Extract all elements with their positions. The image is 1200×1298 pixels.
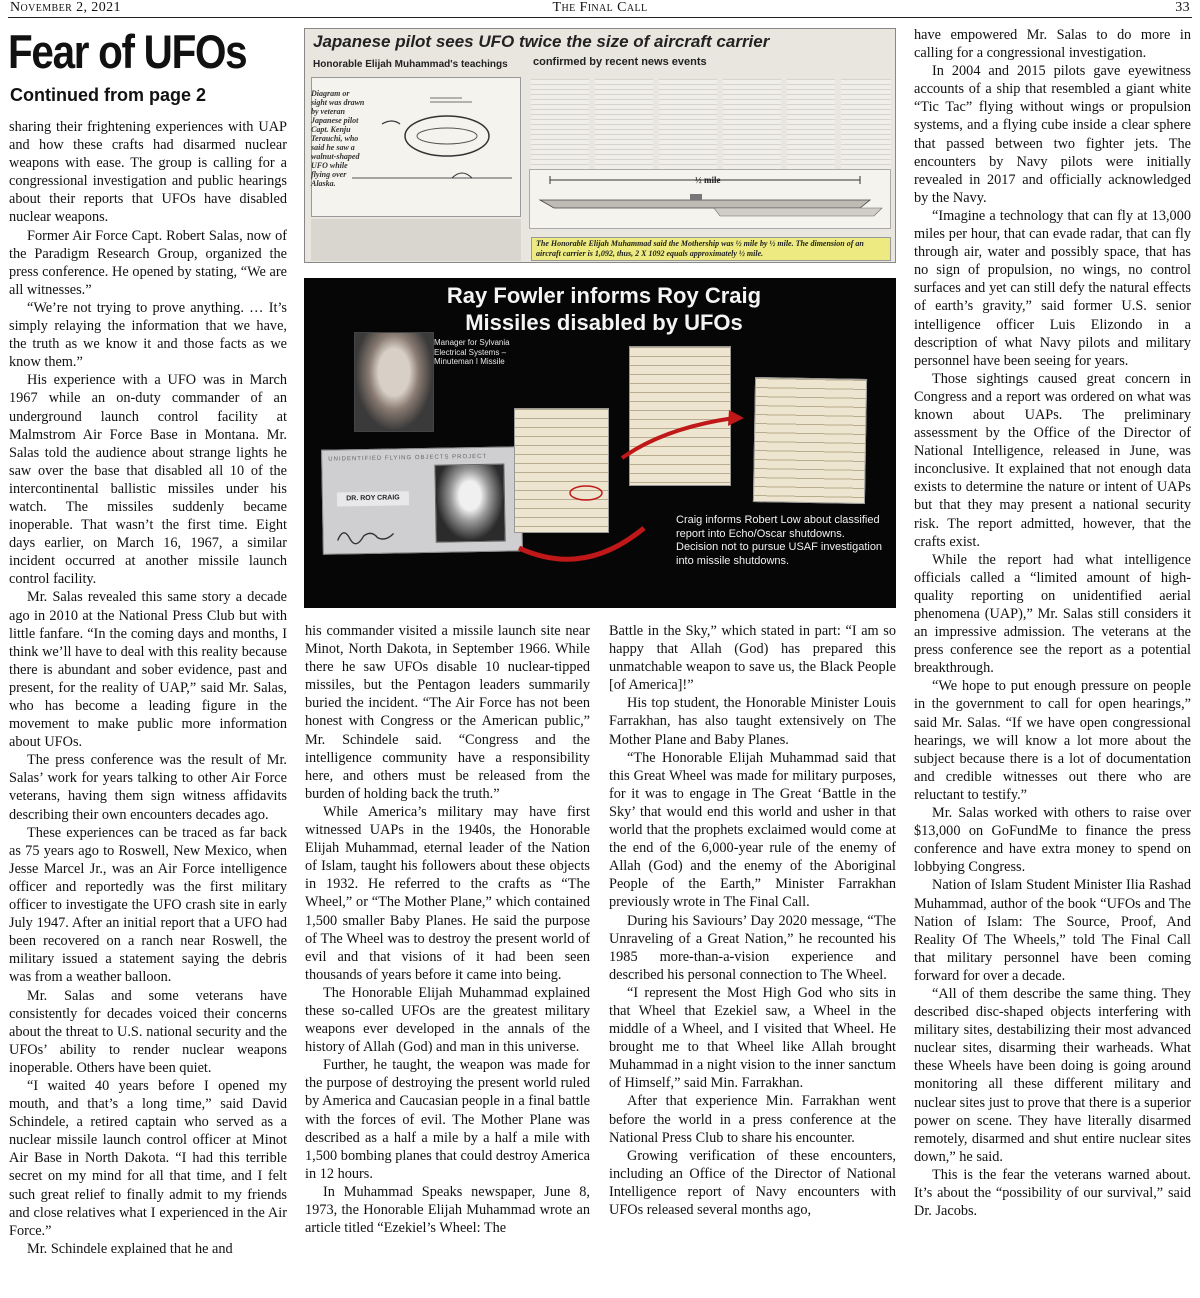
paragraph: Those sightings caused great concern in Congress and a report was ordered on what was known about UAPs. The preliminary assessment by the Office of the Director of National Intelligence, released in June, was inconclusive. It explained that not enough data exists to determine the nature or intent of UAPs but that they may present a national security risk. The report admitted, however, that the crafts exist. bbox=[914, 370, 1191, 550]
newspaper-name: The Final Call bbox=[552, 0, 648, 15]
paragraph: “We’re not trying to prove anything. … It’s simply relaying the information that we have, the truth as we know it and those facts as we know them.” bbox=[9, 299, 287, 371]
slide-title-line1: Ray Fowler informs Roy Craig bbox=[446, 283, 762, 308]
clipping-confirmed-label: confirmed by recent news events bbox=[533, 56, 707, 68]
paragraph: His top student, the Honorable Minister Louis Farrakhan, has also taught extensively on The Mother Plane and Baby Planes. bbox=[609, 695, 896, 748]
paragraph: Former Air Force Capt. Robert Salas, now of the Paradigm Research Group, organized the press conference. He opened by stating, “We are all witnesses.” bbox=[9, 227, 287, 298]
paragraph: “All of them describe the same thing. They described disc-shaped objects interfering with military sites, destabilizing their most advanced nuclear sites, disarming their warheads. What these Wheels have been doing is going around monitoring all these different military and nuclear sites just to prove that there is a superior power on scene. They have literally disarmed remotely, disarmed and shut entire nuclear sites down,” he said. bbox=[914, 985, 1191, 1165]
article-column-2 bbox=[305, 622, 590, 1237]
clipping-small-text-block bbox=[311, 219, 521, 261]
paragraph: Mr. Salas and some veterans have consistently for decades voiced their concerns about the threat to U.S. national security and the UFOs’ ability to render nuclear weapons inoperable. Others have been quiet. bbox=[9, 987, 287, 1076]
id-card-header: UNIDENTIFIED FLYING OBJECTS PROJECT bbox=[328, 453, 488, 463]
paragraph: Further, he taught, the weapon was made for the purpose of destroying the present world ruled by America and Caucasian people in a final battle with the forces of evil. The Mother Plane was described as a half a mile by a half a mile with 1,500 bombing planes that could destroy America in 12 hours. bbox=[305, 1057, 590, 1182]
paragraph: After that experience Min. Farrakhan went before the world in a press conference at the National Press Club to share his encounter. bbox=[609, 1093, 896, 1146]
paragraph: “We hope to put enough pressure on people in the government to call for open hearings,” said Mr. Salas. “If we have open congressional hearings, we will know a lot more about the subject because there is a lot of documentation and credible witnesses out there who are reluctant to testify.” bbox=[914, 678, 1191, 803]
paragraph: The Honorable Elijah Muhammad explained these so-called UFOs are the greatest military weapons ever developed in the annals of the history of Allah (God) and man in this universe. bbox=[305, 984, 590, 1056]
presentation-slide-image bbox=[304, 278, 896, 608]
paragraph: During his Saviours’ Day 2020 message, “The Unraveling of a Great Nation,” he recounted his 1985 more-than-a-vision experience and described his personal connection to The Wheel. bbox=[609, 912, 896, 983]
clipping-headline: Japanese pilot sees UFO twice the size of aircraft carrier bbox=[313, 32, 770, 51]
paragraph: This is the fear the veterans warned about. It’s about the “possibility of our survival,” said Dr. Jacobs. bbox=[914, 1166, 1191, 1220]
paragraph: In Muhammad Speaks newspaper, June 8, 1973, the Honorable Elijah Muhammad wrote an article titled “Ezekiel’s Wheel: The bbox=[305, 1183, 590, 1237]
clipping-teachings-label: Honorable Elijah Muhammad's teachings bbox=[313, 59, 508, 70]
paragraph: sharing their frightening experiences with UAP and how these crafts had disarmed nuclear weapons with ease. The group is calling for a congressional investigation and public hearings about their reports that UFOs have disabled nuclear weapons. bbox=[9, 119, 287, 226]
paragraph: have empowered Mr. Salas to do more in calling for a congressional investigation. bbox=[914, 27, 1191, 62]
paragraph: His experience with a UFO was in March 1967 while an on-duty commander of an underground launch control facility at Malmstrom Air Force Base in Montana. Mr. Salas told the audience about strange lights he saw over the base that disabled all 10 of the intercontinental ballistic missiles under his watch. The missiles suddenly became inoperable. That wasn’t the first time. Eight days earlier, on March 16, 1967, a similar incident occurred at another missile launch control facility. bbox=[9, 372, 287, 588]
half-mile-label: ½ mile bbox=[695, 175, 721, 185]
paragraph: his commander visited a missile launch site near Minot, North Dakota, in September 1966. While there he saw UFOs disable 10 nuclear-tipped missiles, but the Pentagon leaders summarily buried the incident. “The Air Force has not been honest with Congress or the American public,” Mr. Schindele said. “Congress and the intelligence community have a responsibility here, and others must be released from the burden of holding back the truth.” bbox=[305, 623, 590, 802]
paragraph: Mr. Salas revealed this same story a decade ago in 2010 at the National Press Club but with little fanfare. “In the coming days and months, I think we’ll have to deal with this reality because there is abundant and sober evidence, past and present, for the reality of UAP,” said Mr. Salas, who has become a leading figure in the movement to make public more information about UFOs. bbox=[9, 589, 287, 751]
paragraph: These experiences can be traced as far back as 75 years ago to Roswell, New Mexico, when Jesse Marcel Jr., was an Air Force intelligence officer and reportedly was the first military officer to investigate the UFO crash site in early July 1947. After an initial report that a UFO had been recovered on a ranch near Roswell, the military issued a statement saying the debris was from a weather balloon. bbox=[9, 824, 287, 986]
paragraph: While the report had what intelligence officials called a “limited amount of high-quality reporting on unidentified aerial phenomena (UAP),” Mr. Salas still considers it an impressive admission. The veterans at the press conference see the report as a potential breakthrough. bbox=[914, 551, 1191, 677]
issue-date: November 2, 2021 bbox=[10, 0, 121, 15]
article-title: Fear of UFOs bbox=[8, 25, 247, 78]
slide-title-line2: Missiles disabled by UFOs bbox=[465, 310, 743, 335]
page-header bbox=[8, 0, 1192, 18]
paragraph: “The Honorable Elijah Muhammad said that this Great Wheel was made for military purposes, for it was to engage in The Great ‘Battle in the Sky’ that would end this world and usher in that world that the prophets exclaimed would come at the end of the 6,000-year rule of the enemy of Allah (God) and the enemy of the Aboriginal People of the Earth,” Minister Farrakhan previously wrote in The Final Call. bbox=[609, 749, 896, 911]
paragraph: While America’s military may have first witnessed UAPs in the 1940s, the Honorable Elijah Muhammad, eternal leader of the Nation of Islam, taught his followers about these objects in 1932. He referred to the crafts as “The Wheel,” or “The Mother Plane,” which contained 1,500 smaller Baby Planes. He said the purpose of The Wheel was to destroy the present world of evil and that visions of it had been seen thousands of years before it came into being. bbox=[305, 803, 590, 983]
mothership-caption: The Honorable Elijah Muhammad said the Mothership was ½ mile by ½ mile. The dimension of an aircraft carrier is 1,092, thus, 2 X 1092 equals approximately ½ mile. bbox=[531, 237, 891, 261]
article-column-3 bbox=[609, 622, 896, 1219]
manager-note: Manager for Sylvania Electrical Systems – Minuteman I Missile bbox=[434, 338, 510, 366]
paragraph: Battle in the Sky,” which stated in part: “I am so happy that Allah (God) has prepared this unmatchable weapon to save us, the Black People [of America]!” bbox=[609, 623, 896, 694]
article-subtitle: Continued from page 2 bbox=[10, 85, 207, 105]
slide-caption: Craig informs Robert Low about classified report into Echo/Oscar shutdowns. Decision not to pursue USAF investigation into missile shutdowns. bbox=[676, 514, 883, 567]
paragraph: Mr. Salas worked with others to raise over $13,000 on GoFundMe to finance the press conference and have extra money to spend on lobbying Congress. bbox=[914, 805, 1191, 876]
article-column-4 bbox=[914, 26, 1191, 1220]
paragraph: In 2004 and 2015 pilots gave eyewitness accounts of a ship that resembled a giant white “Tic Tac” flying without wings or propulsion systems, and a flying cube inside a clear sphere that passed between two fighter jets. The encounters by Navy pilots were initially revealed in 2017 and officially acknowledged by the Navy. bbox=[914, 63, 1191, 206]
id-card-name: DR. ROY CRAIG bbox=[337, 491, 409, 506]
paragraph: Nation of Islam Student Minister Ilia Rashad Muhammad, author of the book “UFOs and The Nation of Islam: The Source, Proof, And Reality Of The Wheels,” told The Final Call that military personnel have been coming forward for over a decade. bbox=[914, 877, 1191, 984]
paragraph: Growing verification of these encounters, including an Office of the Director of National Intelligence report of Navy encounters with UFOs released several months ago, bbox=[609, 1147, 896, 1218]
sketch-caption: Diagram or sight was drawn by veteran Japanese pilot Capt. Kenju Terauchi, who said he saw a walnut-shaped UFO while flying over Alaska. bbox=[311, 89, 365, 188]
paragraph: The press conference was the result of Mr. Salas’ work for years talking to other Air Force veterans, having them sign witness affidavits describing their own encounters decades ago. bbox=[9, 752, 287, 823]
paragraph: Mr. Schindele explained that he and bbox=[27, 1240, 233, 1257]
article-column-1 bbox=[9, 118, 287, 1258]
paragraph: “I represent the Most High God who sits in that Wheel that Ezekiel saw, a Wheel in the middle of a Wheel, and I visited that Wheel. He brought me to that Wheel like Allah brought Muhammad in a night vision to the inner sanctum of Himself,” said Min. Farrakhan. bbox=[609, 984, 896, 1092]
paragraph: “I waited 40 years before I opened my mouth, and that’s a long time,” said David Schindele, a retired captain who served as a nuclear missile launch control officer at Minot Air Base in North Dakota. “I had this terrible secret on my mind for all that time, and I felt such great relief to finally admit to my friends and close relatives what I experienced in the Air Force.” bbox=[9, 1077, 287, 1239]
newspaper-clipping-image bbox=[304, 28, 896, 263]
page-number: 33 bbox=[1175, 0, 1190, 15]
paragraph: “Imagine a technology that can fly at 13,000 miles per hour, that can evade radar, that can fly through air, water and possibly space, that has no sign of propulsion, no wings, no control surfaces and yet can still defy the natural effects of earth’s gravity,” said former U.S. senior intelligence officer Luis Elizondo in a description of what Navy pilots and military personnel have been seeing for years. bbox=[914, 207, 1191, 369]
